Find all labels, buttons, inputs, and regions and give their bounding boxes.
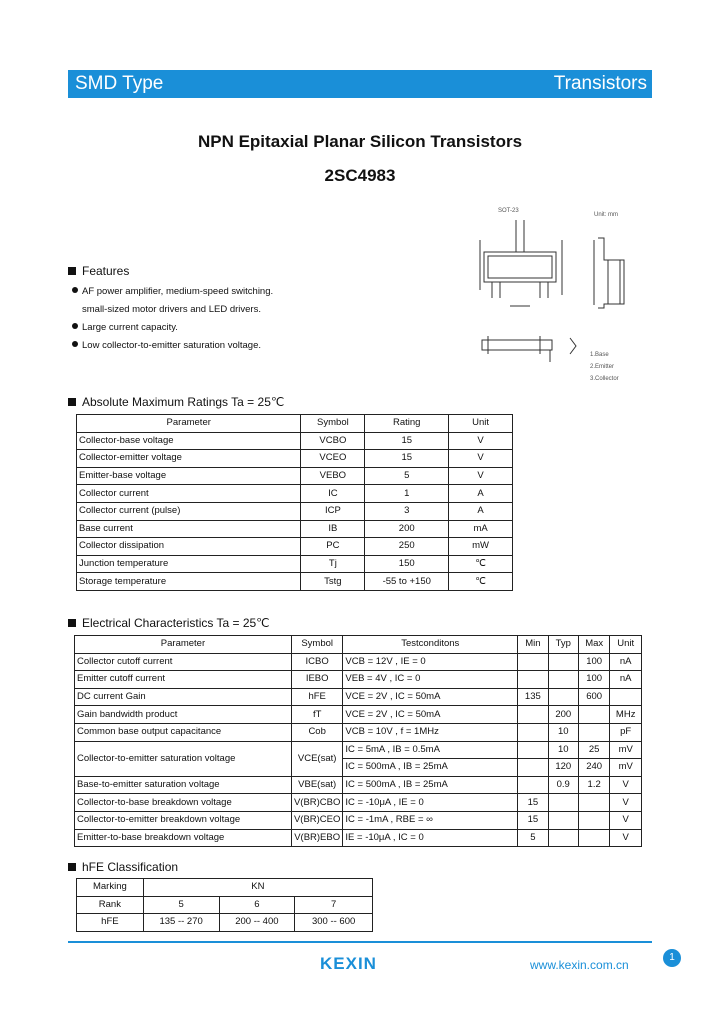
table-cell: 240 bbox=[578, 759, 609, 777]
table-cell bbox=[578, 706, 609, 724]
kexin-logo: KEXIN bbox=[320, 954, 377, 973]
table-cell: ℃ bbox=[449, 573, 513, 591]
table-cell: 200 bbox=[548, 706, 578, 724]
table-cell: mV bbox=[610, 741, 642, 759]
table-cell: 120 bbox=[548, 759, 578, 777]
table-cell bbox=[548, 794, 578, 812]
hfe-label: hFE bbox=[77, 914, 144, 932]
table-cell: Collector current bbox=[77, 485, 301, 503]
table-cell: Collector cutoff current bbox=[75, 653, 292, 671]
table-cell: Collector-to-base breakdown voltage bbox=[75, 794, 292, 812]
table-row bbox=[75, 776, 642, 794]
table-cell: nA bbox=[610, 653, 642, 671]
column-header: Symbol bbox=[301, 415, 365, 433]
table-cell: V(BR)CEO bbox=[291, 811, 342, 829]
abs-max-table bbox=[76, 414, 513, 591]
header-bar bbox=[68, 70, 652, 98]
table-cell: 250 bbox=[365, 538, 449, 556]
elec-heading: Electrical Characteristics Ta = 25℃ bbox=[68, 616, 270, 630]
column-header: Parameter bbox=[77, 415, 301, 433]
table-cell: Junction temperature bbox=[77, 555, 301, 573]
table-cell: 10 bbox=[548, 741, 578, 759]
table-cell: 25 bbox=[578, 741, 609, 759]
table-cell bbox=[610, 688, 642, 706]
table-row bbox=[77, 450, 513, 468]
table-cell: hFE bbox=[291, 688, 342, 706]
table-row bbox=[75, 671, 642, 689]
table-cell bbox=[548, 811, 578, 829]
table-cell: IE = -10μA , IC = 0 bbox=[343, 829, 518, 847]
table-cell: VEBO bbox=[301, 467, 365, 485]
table-cell: 200 bbox=[365, 520, 449, 538]
table-cell bbox=[518, 706, 548, 724]
table-cell: V bbox=[610, 811, 642, 829]
table-cell bbox=[578, 829, 609, 847]
table-cell: A bbox=[449, 502, 513, 520]
table-cell: mV bbox=[610, 759, 642, 777]
pin-2-label: 2.Emitter bbox=[590, 364, 615, 370]
table-cell: 1.2 bbox=[578, 776, 609, 794]
table-cell: V bbox=[449, 432, 513, 450]
table-cell: Gain bandwidth product bbox=[75, 706, 292, 724]
table-cell: Base-to-emitter saturation voltage bbox=[75, 776, 292, 794]
table-cell: ℃ bbox=[449, 555, 513, 573]
square-bullet-icon bbox=[68, 267, 76, 275]
features-heading: Features bbox=[68, 264, 129, 278]
table-cell: 0.9 bbox=[548, 776, 578, 794]
table-row bbox=[75, 811, 642, 829]
table-row bbox=[77, 432, 513, 450]
elec-table bbox=[74, 635, 642, 847]
table-row bbox=[75, 723, 642, 741]
table-cell: ICP bbox=[301, 502, 365, 520]
table-header-row bbox=[77, 415, 513, 433]
feature-item: Large current capacity. bbox=[72, 322, 178, 333]
table-row bbox=[77, 573, 513, 591]
square-bullet-icon bbox=[68, 619, 76, 627]
table-cell bbox=[578, 723, 609, 741]
table-cell bbox=[548, 829, 578, 847]
table-cell: VCB = 12V , IE = 0 bbox=[343, 653, 518, 671]
table-cell bbox=[518, 741, 548, 759]
table-cell: 150 bbox=[365, 555, 449, 573]
table-cell: mW bbox=[449, 538, 513, 556]
table-row bbox=[75, 794, 642, 812]
table-cell: Storage temperature bbox=[77, 573, 301, 591]
table-row bbox=[77, 555, 513, 573]
table-cell: VCBO bbox=[301, 432, 365, 450]
pin-3-label: 3.Collector bbox=[590, 376, 619, 382]
bullet-icon bbox=[72, 287, 78, 293]
table-cell bbox=[578, 811, 609, 829]
table-cell: DC current Gain bbox=[75, 688, 292, 706]
product-type-label: Transistors bbox=[553, 73, 647, 94]
table-cell: IC = 500mA , IB = 25mA bbox=[343, 759, 518, 777]
table-cell: PC bbox=[301, 538, 365, 556]
table-row bbox=[77, 467, 513, 485]
table-cell: 15 bbox=[518, 811, 548, 829]
table-cell: Base current bbox=[77, 520, 301, 538]
table-cell: nA bbox=[610, 671, 642, 689]
table-cell: V(BR)EBO bbox=[291, 829, 342, 847]
table-cell: Emitter-to-base breakdown voltage bbox=[75, 829, 292, 847]
table-cell bbox=[518, 653, 548, 671]
table-row bbox=[77, 502, 513, 520]
marking-value: KN bbox=[143, 879, 372, 897]
rank-cell: 5 bbox=[143, 896, 219, 914]
table-cell: IEBO bbox=[291, 671, 342, 689]
table-cell: 5 bbox=[365, 467, 449, 485]
table-row bbox=[75, 829, 642, 847]
table-cell: Cob bbox=[291, 723, 342, 741]
table-cell: Common base output capacitance bbox=[75, 723, 292, 741]
table-cell: VCEO bbox=[301, 450, 365, 468]
table-cell: Collector-to-emitter saturation voltage bbox=[75, 741, 292, 776]
table-row bbox=[77, 538, 513, 556]
table-cell: IC = 5mA , IB = 0.5mA bbox=[343, 741, 518, 759]
rank-cell: 6 bbox=[219, 896, 295, 914]
table-cell bbox=[578, 794, 609, 812]
website-link[interactable]: www.kexin.com.cn bbox=[530, 958, 629, 972]
table-cell: Tstg bbox=[301, 573, 365, 591]
table-cell: IC = -1mA , RBE = ∞ bbox=[343, 811, 518, 829]
table-cell: 15 bbox=[365, 450, 449, 468]
bullet-icon bbox=[72, 323, 78, 329]
table-cell: VBE(sat) bbox=[291, 776, 342, 794]
package-outline-drawing bbox=[470, 200, 660, 390]
table-cell bbox=[518, 776, 548, 794]
table-cell: VCE(sat) bbox=[291, 741, 342, 776]
table-cell: 3 bbox=[365, 502, 449, 520]
column-header: Testconditons bbox=[343, 636, 518, 654]
table-cell: -55 to +150 bbox=[365, 573, 449, 591]
hfe-range-cell: 200 -- 400 bbox=[219, 914, 295, 932]
page-number: 1 bbox=[663, 949, 681, 967]
category-label: SMD Type bbox=[75, 73, 164, 94]
table-cell: VCE = 2V , IC = 50mA bbox=[343, 688, 518, 706]
table-row bbox=[77, 879, 373, 897]
table-cell: 15 bbox=[365, 432, 449, 450]
abs-max-heading: Absolute Maximum Ratings Ta = 25℃ bbox=[68, 395, 284, 409]
table-cell: Collector dissipation bbox=[77, 538, 301, 556]
table-cell: 15 bbox=[518, 794, 548, 812]
rank-cell: 7 bbox=[295, 896, 373, 914]
feature-item: Low collector-to-emitter saturation voltage. bbox=[72, 340, 261, 351]
table-cell: 100 bbox=[578, 653, 609, 671]
hfe-heading: hFE Classification bbox=[68, 860, 178, 874]
column-header: Max bbox=[578, 636, 609, 654]
table-cell bbox=[548, 671, 578, 689]
table-header-row bbox=[75, 636, 642, 654]
table-cell: fT bbox=[291, 706, 342, 724]
table-cell: V bbox=[610, 776, 642, 794]
feature-item: AF power amplifier, medium-speed switching. bbox=[72, 286, 273, 297]
package-name-label: SOT-23 bbox=[498, 208, 519, 214]
table-cell: 600 bbox=[578, 688, 609, 706]
table-cell: IC bbox=[301, 485, 365, 503]
hfe-range-cell: 300 -- 600 bbox=[295, 914, 373, 932]
table-cell bbox=[518, 671, 548, 689]
document-title: NPN Epitaxial Planar Silicon Transistors bbox=[197, 132, 523, 151]
table-row bbox=[77, 520, 513, 538]
feature-item: small-sized motor drivers and LED drivers. bbox=[82, 304, 261, 315]
table-row bbox=[75, 653, 642, 671]
footer-divider bbox=[68, 941, 652, 943]
square-bullet-icon bbox=[68, 863, 76, 871]
table-cell bbox=[518, 759, 548, 777]
table-cell: MHz bbox=[610, 706, 642, 724]
table-cell: Tj bbox=[301, 555, 365, 573]
table-cell: IB bbox=[301, 520, 365, 538]
marking-label: Marking bbox=[77, 879, 144, 897]
table-cell: Collector current (pulse) bbox=[77, 502, 301, 520]
table-cell: V(BR)CBO bbox=[291, 794, 342, 812]
table-row bbox=[75, 706, 642, 724]
table-row bbox=[77, 914, 373, 932]
table-cell: Emitter-base voltage bbox=[77, 467, 301, 485]
unit-label: Unit: mm bbox=[594, 212, 618, 218]
table-row bbox=[75, 688, 642, 706]
table-cell bbox=[548, 688, 578, 706]
bullet-icon bbox=[72, 341, 78, 347]
table-cell: V bbox=[610, 829, 642, 847]
table-cell: 5 bbox=[518, 829, 548, 847]
hfe-table bbox=[76, 878, 373, 932]
column-header: Unit bbox=[449, 415, 513, 433]
column-header: Min bbox=[518, 636, 548, 654]
table-cell: 10 bbox=[548, 723, 578, 741]
table-cell: VEB = 4V , IC = 0 bbox=[343, 671, 518, 689]
rank-label: Rank bbox=[77, 896, 144, 914]
hfe-range-cell: 135 -- 270 bbox=[143, 914, 219, 932]
table-cell: pF bbox=[610, 723, 642, 741]
table-cell: IC = 500mA , IB = 25mA bbox=[343, 776, 518, 794]
table-cell bbox=[548, 653, 578, 671]
column-header: Parameter bbox=[75, 636, 292, 654]
table-cell: V bbox=[449, 467, 513, 485]
column-header: Rating bbox=[365, 415, 449, 433]
table-cell bbox=[518, 723, 548, 741]
part-number: 2SC4983 bbox=[324, 166, 396, 185]
table-row bbox=[77, 896, 373, 914]
table-cell: A bbox=[449, 485, 513, 503]
table-cell: Collector-emitter voltage bbox=[77, 450, 301, 468]
column-header: Typ bbox=[548, 636, 578, 654]
table-cell: Collector-to-emitter breakdown voltage bbox=[75, 811, 292, 829]
table-cell: Collector-base voltage bbox=[77, 432, 301, 450]
table-cell: 135 bbox=[518, 688, 548, 706]
table-cell: ICBO bbox=[291, 653, 342, 671]
square-bullet-icon bbox=[68, 398, 76, 406]
column-header: Symbol bbox=[291, 636, 342, 654]
column-header: Unit bbox=[610, 636, 642, 654]
pin-1-label: 1.Base bbox=[590, 352, 609, 358]
table-cell: Emitter cutoff current bbox=[75, 671, 292, 689]
table-cell: mA bbox=[449, 520, 513, 538]
table-cell: VCB = 10V , f = 1MHz bbox=[343, 723, 518, 741]
table-cell: 100 bbox=[578, 671, 609, 689]
table-cell: V bbox=[449, 450, 513, 468]
table-cell: VCE = 2V , IC = 50mA bbox=[343, 706, 518, 724]
table-row bbox=[75, 741, 642, 759]
table-cell: IC = -10μA , IE = 0 bbox=[343, 794, 518, 812]
table-cell: 1 bbox=[365, 485, 449, 503]
table-cell: V bbox=[610, 794, 642, 812]
table-row bbox=[77, 485, 513, 503]
